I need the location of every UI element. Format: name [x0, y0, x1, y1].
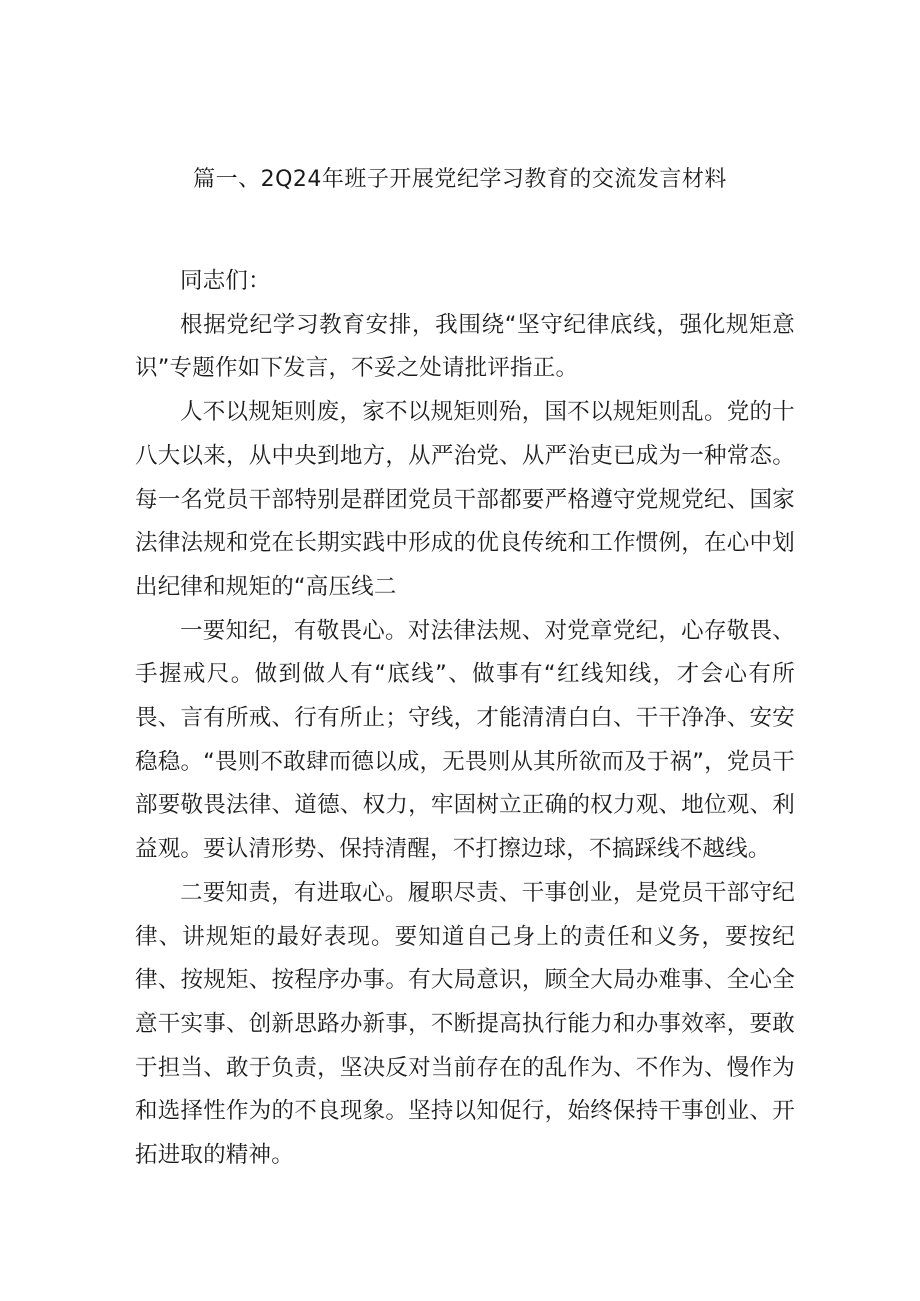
paragraph-rules: 人不以规矩则废，家不以规矩则殆，国不以规矩则乱。党的十八大以来，从中央到地方，从严治党、从严治吏已成为一种常态。每一名党员干部特别是群团党员干部都要严格遵守党规党纪、国家法律法规和党在长期实践中形成的优良传统和工作惯例，在心中划出纪律和规矩的“高压线二: [135, 399, 795, 600]
document-body: [135, 260, 795, 1178]
paragraph-salutation: 同志们：: [180, 268, 271, 294]
document-title: 篇一、2Q24年班子开展党纪学习教育的交流发言材料: [193, 167, 727, 192]
paragraph-point-one: 一要知纪，有敬畏心。对法律法规、对党章党纪，心存敬畏、手握戒尺。做到做人有“底线”、做事有“红线知线，才会心有所畏、言有所戒、行有所止；守线，才能清清白白、干干净净、安安稳稳。“畏则不敢肆而德以成，无畏则从其所欲而及于祸”，党员干部要敬畏法律、道德、权力，牢固树立正确的权力观、地位观、利益观。要认清形势、保持清醒，不打擦边球，不搞踩线不越线。: [135, 617, 795, 863]
paragraph-point-two: 二要知责，有进取心。履职尽责、干事创业，是党员干部守纪律、讲规矩的最好表现。要知道自己身上的责任和义务，要按纪律、按规矩、按程序办事。有大局意识，顾全大局办难事、全心全意干实事、创新思路办新事，不断提高执行能力和办事效率，要敢于担当、敢于负责，坚决反对当前存在的乱作为、不作为、慢作为和选择性作为的不良现象。坚持以知促行，始终保持干事创业、开拓进取的精神。: [135, 879, 795, 1169]
paragraph-intro: 根据党纪学习教育安排，我围绕“坚守纪律底线，强化规矩意识”专题作如下发言，不妥之处请批评指正。: [135, 311, 795, 382]
